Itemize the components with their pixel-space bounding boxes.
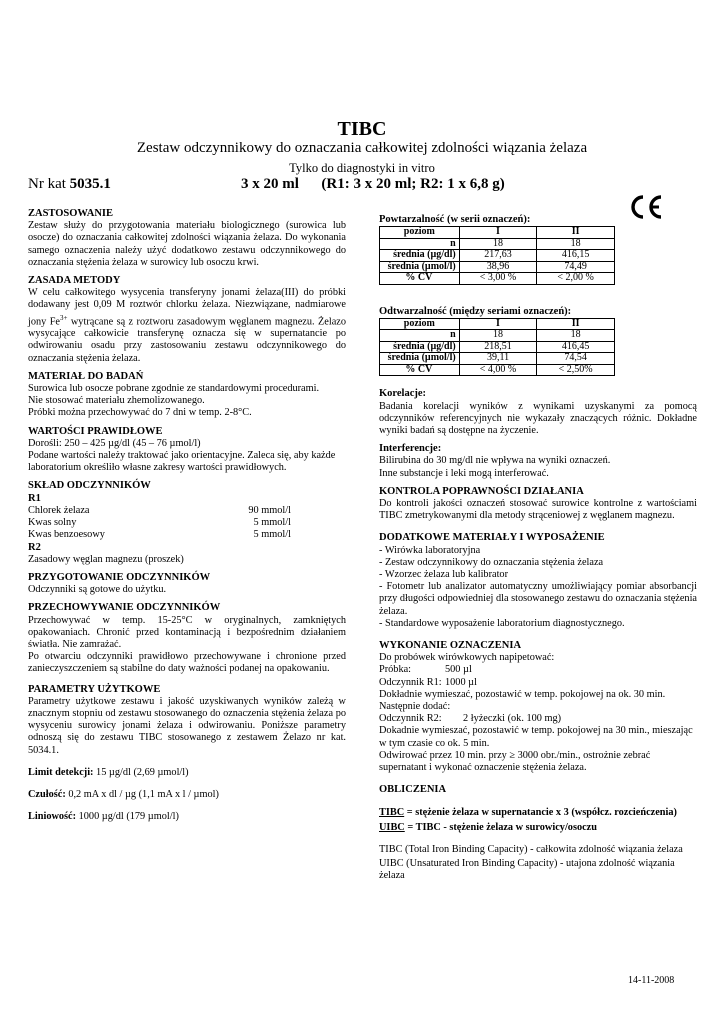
reagent-row: Chlorek żelaza 90 mmol/l — [28, 504, 291, 516]
section-heading: WYKONANIE OZNACZENIA — [379, 640, 522, 652]
reagent-label: R2 — [28, 541, 41, 553]
section-heading: Korelacje: — [379, 388, 427, 400]
repeatability-table — [379, 226, 615, 285]
document-title: TIBC — [337, 118, 387, 140]
pack-size: 3 x 20 ml (R1: 3 x 20 ml; R2: 1 x 6,8 g) — [241, 176, 505, 192]
section-text: Podane wartości należy traktować jako orientacyjne. Zaleca się, aby każde laboratorium określiło własne zakresy wartości prawidłowych. — [28, 450, 336, 474]
document-subtitle: Zestaw odczynnikowy do oznaczania całkowitej zdolności wiązania żelaza — [136, 140, 588, 156]
table-row: % CV < 4,00 % < 2,50% — [380, 364, 615, 376]
section-line: Dokładnie wymieszać, pozostawić w temp. pokojowej na ok. 30 min. — [379, 688, 666, 700]
table-row: średnia (µg/dl) 217,63 416,15 — [380, 250, 615, 262]
section-line: Zasadowy węglan magnezu (proszek) — [28, 553, 184, 565]
list-item: - Wirówka laboratoryjna — [379, 544, 481, 556]
section-line: Bilirubina do 30 mg/dl nie wpływa na wyniki oznaczeń. — [379, 455, 611, 467]
limit-detection: Limit detekcji: 15 µg/dl (2,69 µmol/l) — [28, 766, 189, 778]
section-text: Odwirować przez 10 min. przy ≥ 3000 obr./min., ostrożnie zebrać supernatant i wykonać oznaczenie stężenia żelaza. — [379, 749, 651, 774]
table-header-row: poziom I II — [380, 227, 615, 239]
section-text: Badania korelacji wyników z wynikami uzyskanymi za pomocą odczynników referencyjnych nie wykazały znaczących różnic. Dokładne wyniki badań są dostępne na życzenie. — [379, 400, 697, 437]
section-text: W celu całkowitego wysycenia transferyny jonami żelaza(III) do próbki dodawany jest 0,09 M roztwór chlorku żelaza. Niezwiązane, nadmiarowe jony $Fe^{3+}$ wytrącane są z roztworu zasadowym węglanem magnezu. Żelazo wysycające całkowicie transferynę oznacza się w supernatancie po odwirowaniu osadu przy zastosowaniu zestawu odczynnikowego do oznaczania stężenia żelaza. — [28, 287, 346, 364]
ivd-note: Tylko do diagnostyki in vitro — [289, 161, 435, 175]
section-line: Dorośli: 250 – 425 µg/dl (45 – 76 µmol/l) — [28, 437, 201, 449]
reagent-row: Kwas solny 5 mmol/l — [28, 517, 291, 529]
table-row: średnia (µmol/l) 38,96 74,49 — [380, 261, 615, 273]
section-heading: MATERIAŁ DO BADAŃ — [28, 370, 144, 382]
section-heading: SKŁAD ODCZYNNIKÓW — [28, 480, 151, 492]
table-header-row: poziom I II — [380, 318, 615, 330]
section-line: Próbki można przechowywać do 7 dni w temp. 2-8°C. — [28, 407, 252, 419]
section-text: Do kontroli jakości oznaczeń stosować surowice kontrolne z wartościami TIBC zmetrykowanymi dla metody strąceniowej z węglanem magnezu. — [379, 498, 697, 522]
table-row: n 18 18 — [380, 330, 615, 342]
formula-uibc: UIBC = TIBC - stężenie żelaza w surowicy/osoczu — [379, 821, 597, 833]
section-line: Nie stosować materiału zhemolizowanego. — [28, 395, 205, 407]
section-line: Surowica lub osocze pobrane zgodnie ze standardowymi procedurami. — [28, 383, 320, 395]
table-row: % CV < 3,00 % < 2,00 % — [380, 273, 615, 285]
section-heading: PARAMETRY UŻYTKOWE — [28, 683, 161, 695]
section-line: Inne substancje i leki mogą interferować. — [379, 467, 549, 479]
reagent-label: R1 — [28, 492, 41, 504]
definition-uibc: UIBC (Unsaturated Iron Binding Capacity) - utajona zdolność wiązania żelaza — [379, 858, 675, 882]
list-item: - Wzorzec żelaza lub kalibrator — [379, 569, 509, 581]
section-heading: WARTOŚCI PRAWIDŁOWE — [28, 425, 163, 437]
table-row: średnia (µg/dl) 218,51 416,45 — [380, 341, 615, 353]
sensitivity: Czułość: 0,2 mA x dl / µg (1,1 mA x l / µmol) — [28, 788, 219, 800]
list-item: - Standardowe wyposażenie laboratorium diagnostycznego. — [379, 617, 625, 629]
table-row: n 18 18 — [380, 238, 615, 250]
table-row: średnia (µmol/l) 39,11 74,54 — [380, 353, 615, 365]
section-line: Do probówek wirówkowych napipetować: — [379, 652, 555, 664]
catalog-number: Nr kat 5035.1 — [28, 176, 111, 192]
section-heading: ZASTOSOWANIE — [28, 208, 114, 219]
linearity: Liniowość: 1000 µg/dl (179 µmol/l) — [28, 811, 179, 823]
section-text: Zestaw służy do przygotowania materiału biologicznego (surowica lub osocze) do oznaczania całkowitej zdolności wiązania żelaza. Do wykonania samego oznaczenia należy użyć dodatkowo zestawu odczynnikowego do oznaczania stężenia żelaza w surowicy lub osoczu krwi. — [28, 220, 346, 268]
section-text: Po otwarciu odczynniki prawidłowo przechowywane i chronione przed zanieczyszczeniem są stabilne do daty ważności podanej na opakowaniu. — [28, 651, 346, 675]
section-heading: OBLICZENIA — [379, 784, 447, 796]
section-line: Następnie dodać: — [379, 701, 451, 713]
table-caption: Powtarzalność (w serii oznaczeń): — [379, 214, 531, 225]
section-heading: PRZECHOWYWANIE ODCZYNNIKÓW — [28, 602, 221, 614]
section-text: Przechowywać w temp. 15-25°C w oryginalnych, zamkniętych opakowaniach. Chronić przed kontaminacją i bezpośrednim działaniem światła. Nie zamrażać. — [28, 614, 346, 650]
section-text: Dokadnie wymieszać, pozostawić w temp. pokojowej na 30 min., mieszając w tym czasie co ok. 5 min. — [379, 725, 693, 749]
right-column — [379, 214, 697, 883]
procedure-step: Odczynnik R1: 1000 µl — [379, 676, 477, 688]
section-heading: DODATKOWE MATERIAŁY I WYPOSAŻENIE — [379, 532, 605, 544]
list-item: - Zestaw odczynnikowy do oznaczania stężenia żelaza — [379, 556, 604, 568]
procedure-step: Próbka: 500 µl — [379, 664, 472, 676]
definition-tibc: TIBC (Total Iron Binding Capacity) - całkowita zdolność wiązania żelaza — [379, 843, 683, 855]
document-date: 14-11-2008 — [628, 975, 675, 986]
section-line: Odczynniki są gotowe do użytku. — [28, 584, 167, 596]
table-caption: Odtwarzalność (między seriami oznaczeń): — [379, 305, 572, 317]
section-heading: KONTROLA POPRAWNOŚCI DZIAŁANIA — [379, 485, 584, 497]
section-text: Parametry użytkowe zestawu i jakość uzyskiwanych wyników zależą w znacznym stopniu od zestawu stosowanego do oznaczenia stężenia żelaza po wysyceniu surowicy jonami żelaza i odwirowaniu. Poniższe parametry odnoszą się do zestawu TIBC stosowanego z zestawem Żelazo nr kat. 5034.1. — [28, 695, 346, 756]
procedure-step: Odczynnik R2: 2 łyżeczki (ok. 100 mg) — [379, 713, 562, 725]
section-heading: ZASADA METODY — [28, 275, 121, 287]
reagent-row: Kwas benzoesowy 5 mmol/l — [28, 529, 291, 541]
section-heading: Interferencje: — [379, 443, 442, 455]
list-item: - Fotometr lub analizator automatyczny umożliwiający pomiar absorbancji przy długości odpowiedniej dla stosowanego zestawu do oznaczania stężenia żelaza. — [379, 581, 697, 617]
section-heading: PRZYGOTOWANIE ODCZYNNIKÓW — [28, 571, 211, 583]
left-column — [28, 208, 346, 823]
reproducibility-table — [379, 318, 615, 377]
formula-tibc: TIBC = stężenie żelaza w supernatancie x 3 (współcz. rozcieńczenia) — [379, 806, 677, 818]
